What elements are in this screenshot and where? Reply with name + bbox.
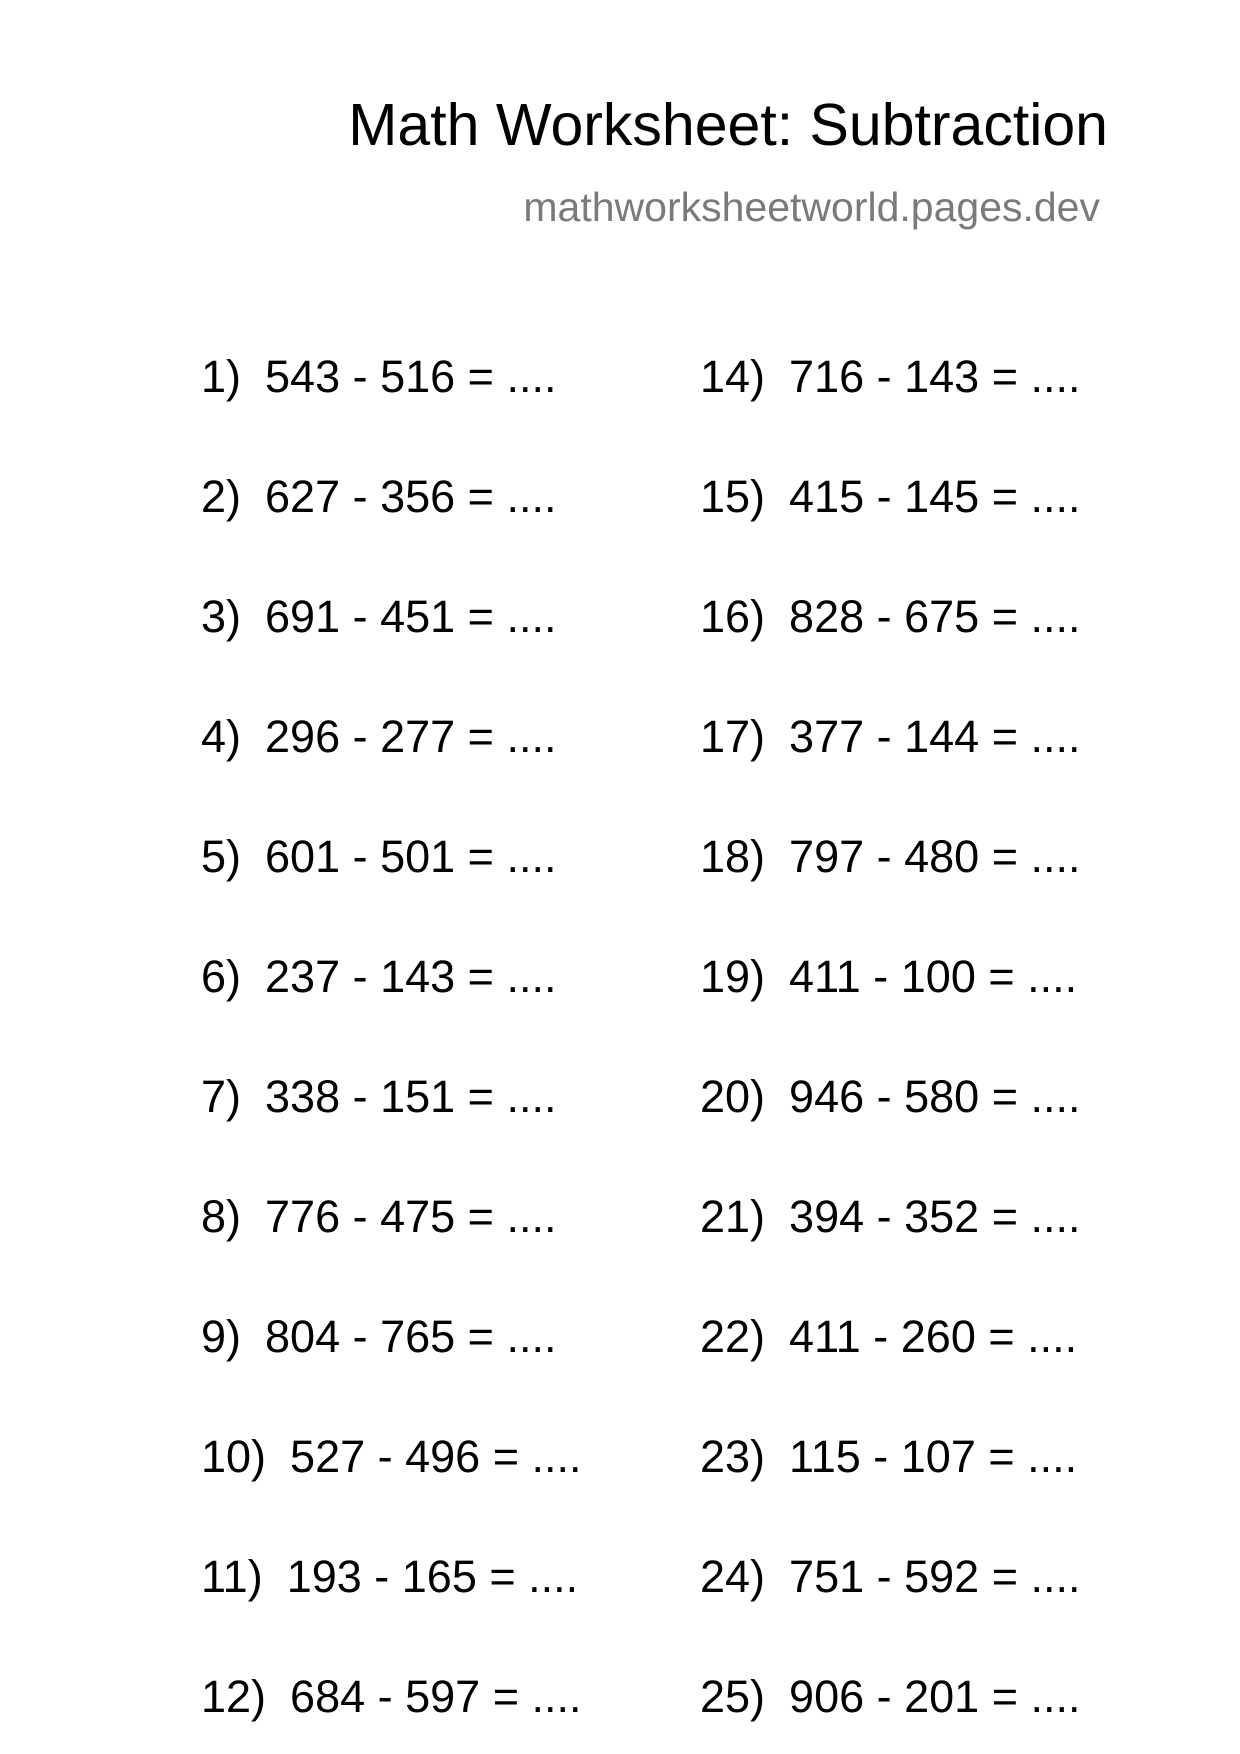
problem-number: 10) <box>201 1431 267 1482</box>
problem-expression: 906 - 201 = .... <box>789 1671 1081 1722</box>
problem-number: 4) <box>201 711 242 762</box>
problem-expression: 411 - 260 = .... <box>789 1311 1078 1362</box>
problem-item <box>201 1671 582 1722</box>
problem-item <box>201 951 557 1002</box>
problem-expression: 543 - 516 = .... <box>265 351 557 402</box>
problem-item <box>201 711 557 762</box>
problem-number: 11) <box>201 1551 263 1602</box>
problem-item <box>700 1671 1081 1722</box>
problem-number: 14) <box>700 351 766 402</box>
problem-expression: 691 - 451 = .... <box>265 591 557 642</box>
problem-item <box>201 1311 557 1362</box>
problem-item <box>700 831 1081 882</box>
problem-number: 8) <box>201 1191 242 1242</box>
problem-number: 25) <box>700 1671 766 1722</box>
problem-item <box>201 471 557 522</box>
problem-number: 16) <box>700 591 766 642</box>
problem-item <box>700 1431 1078 1482</box>
problem-item <box>700 951 1078 1002</box>
problem-expression: 237 - 143 = .... <box>265 951 557 1002</box>
problem-expression: 627 - 356 = .... <box>265 471 557 522</box>
problem-expression: 828 - 675 = .... <box>789 591 1081 642</box>
problem-number: 24) <box>700 1551 766 1602</box>
problem-expression: 377 - 144 = .... <box>789 711 1081 762</box>
problem-number: 17) <box>700 711 766 762</box>
problem-number: 6) <box>201 951 242 1002</box>
problem-number: 2) <box>201 471 242 522</box>
problem-expression: 684 - 597 = .... <box>290 1671 582 1722</box>
problem-number: 19) <box>700 951 766 1002</box>
problem-number: 23) <box>700 1431 766 1482</box>
problem-item <box>201 351 557 402</box>
problem-number: 5) <box>201 831 242 882</box>
problem-expression: 411 - 100 = .... <box>789 951 1078 1002</box>
problem-item <box>700 591 1081 642</box>
problem-expression: 338 - 151 = .... <box>265 1071 557 1122</box>
problem-item <box>700 1311 1078 1362</box>
problem-number: 7) <box>201 1071 242 1122</box>
problem-item <box>201 1551 579 1602</box>
website-url: mathworksheetworld.pages.dev <box>523 184 1100 230</box>
problem-expression: 751 - 592 = .... <box>789 1551 1081 1602</box>
problem-number: 18) <box>700 831 766 882</box>
problem-number: 9) <box>201 1311 242 1362</box>
problem-expression: 394 - 352 = .... <box>789 1191 1081 1242</box>
problem-item <box>700 1071 1081 1122</box>
problem-expression: 797 - 480 = .... <box>789 831 1081 882</box>
problem-number: 12) <box>201 1671 267 1722</box>
problem-number: 1) <box>201 351 242 402</box>
problem-expression: 415 - 145 = .... <box>789 471 1081 522</box>
problem-item <box>201 591 557 642</box>
problem-expression: 527 - 496 = .... <box>290 1431 582 1482</box>
problem-expression: 601 - 501 = .... <box>265 831 557 882</box>
problem-number: 21) <box>700 1191 766 1242</box>
problem-number: 22) <box>700 1311 766 1362</box>
problem-expression: 946 - 580 = .... <box>789 1071 1081 1122</box>
problem-item <box>201 1191 557 1242</box>
problem-number: 3) <box>201 591 242 642</box>
problem-item <box>700 471 1081 522</box>
problem-expression: 776 - 475 = .... <box>265 1191 557 1242</box>
problem-item <box>201 831 557 882</box>
problem-number: 15) <box>700 471 766 522</box>
problem-item <box>201 1071 557 1122</box>
problem-expression: 804 - 765 = .... <box>265 1311 557 1362</box>
problem-number: 20) <box>700 1071 766 1122</box>
problem-expression: 716 - 143 = .... <box>789 351 1081 402</box>
worksheet-title: Math Worksheet: Subtraction <box>348 92 1108 158</box>
problem-expression: 296 - 277 = .... <box>265 711 557 762</box>
problem-item <box>700 1551 1081 1602</box>
problem-item <box>700 1191 1081 1242</box>
problem-item <box>201 1431 582 1482</box>
problem-expression: 193 - 165 = .... <box>286 1551 579 1602</box>
problem-expression: 115 - 107 = .... <box>789 1431 1078 1482</box>
problem-item <box>700 711 1081 762</box>
worksheet-header <box>348 92 1108 230</box>
problem-item <box>700 351 1081 402</box>
